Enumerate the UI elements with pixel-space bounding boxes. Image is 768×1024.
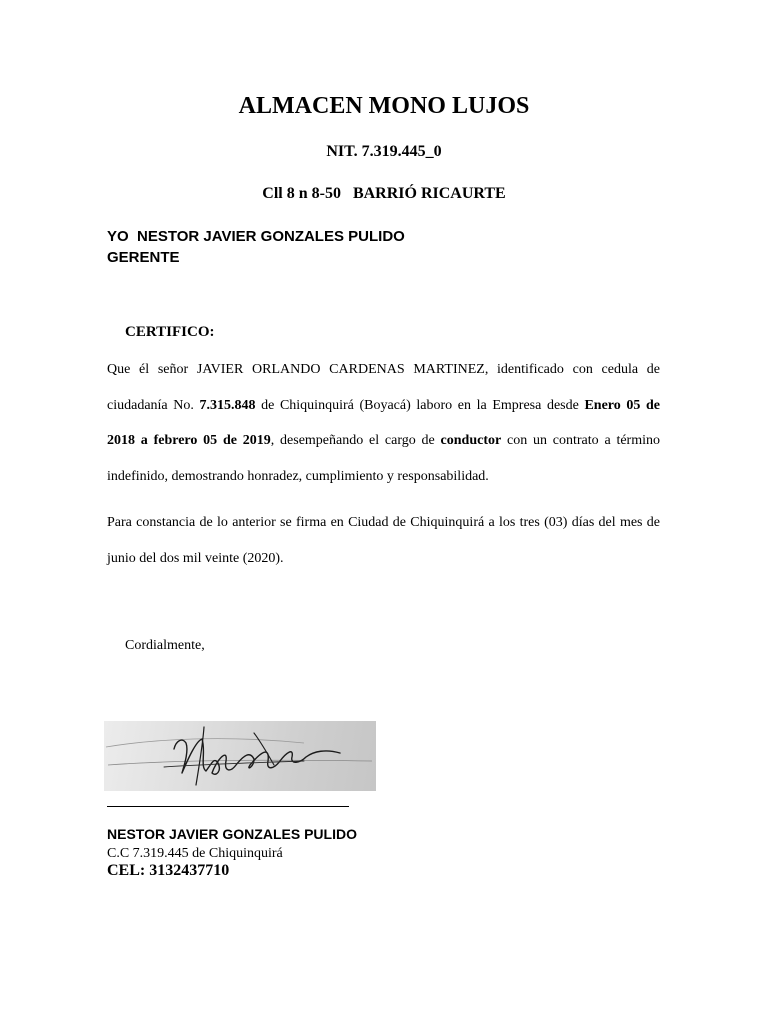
job-position: conductor (440, 433, 502, 448)
certificate-paragraph-2: Para constancia de lo anterior se firma en Ciudad de Chiquinquirá a los tres (03) días del mes de junio del dos mil veinte (2020). (107, 515, 660, 566)
paragraph-text: Que él señor JAVIER ORLANDO CARDENAS MARTINEZ, identificado con cedula de ciudadanía No. (107, 362, 660, 413)
company-address: Cll 8 n 8-50 BARRIÓ RICAURTE (262, 185, 506, 202)
signer-name: NESTOR JAVIER GONZALES PULIDO (107, 826, 357, 842)
paragraph-text: , desempeñando el cargo de (270, 433, 441, 448)
paragraph-text: de Chiquinquirá (Boyacá) laboro en la Empresa desde (255, 397, 585, 413)
employment-date-range: Enero 05 de 2018 a febrero 05 de 2019 (107, 397, 660, 448)
certificate-heading: CERTIFICO: (125, 324, 215, 340)
company-name: ALMACEN MONO LUJOS (238, 93, 530, 119)
paragraph-text: con un contrato a término indefinido, demostrando honradez, cumplimiento y responsabilidad. (107, 433, 660, 484)
id-number: 7.315.848 (199, 397, 256, 413)
declarant-role: GERENTE (107, 249, 180, 266)
handwritten-signature (104, 721, 376, 791)
signature-line (107, 806, 349, 807)
closing-salutation: Cordialmente, (125, 638, 205, 653)
company-nit: NIT. 7.319.445_0 (326, 143, 442, 160)
signature-icon (104, 721, 376, 791)
declarant-name: YO NESTOR JAVIER GONZALES PULIDO (107, 228, 405, 245)
signer-id: C.C 7.319.445 de Chiquinquirá (107, 846, 283, 861)
signer-phone: CEL: 3132437710 (107, 862, 230, 879)
certificate-paragraph-1 (107, 352, 660, 494)
